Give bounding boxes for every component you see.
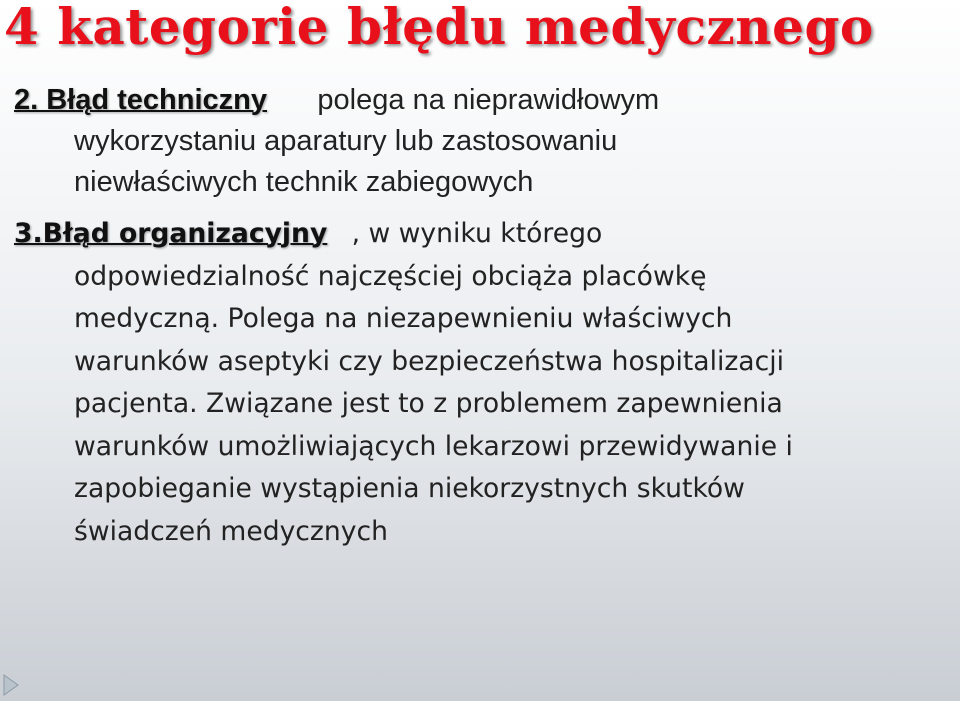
item-line: odpowiedzialność najczęściej obciąża placówkę	[74, 260, 707, 292]
item-line-text: polega na nieprawidłowym	[317, 84, 660, 116]
item-line: niewłaściwych technik zabiegowych	[74, 166, 534, 198]
item-line: wykorzystaniu aparatury lub zastosowaniu	[74, 125, 618, 157]
item-line: zapobieganie wystąpienia niekorzystnych skutków	[74, 473, 745, 504]
item-technical-error	[0, 80, 960, 203]
slide-title: 4 kategorie błędu medycznego	[4, 0, 874, 56]
item-line: świadczeń medycznych	[74, 515, 388, 547]
item-line: pacjenta. Związane jest to z problemem zapewnienia	[74, 388, 783, 419]
item-lead-technical: 2. Błąd techniczny	[14, 84, 268, 116]
item-line: medyczną. Polega na niezapewnieniu właściwych	[74, 303, 733, 334]
item-lead-organizational: 3.Błąd organizacyjny	[14, 218, 328, 249]
slide-content	[0, 80, 960, 553]
item-line: warunków aseptyki czy bezpieczeństwa hospitalizacji	[74, 345, 785, 377]
item-line: warunków umożliwiających lekarzowi przewidywanie i	[74, 430, 793, 462]
play-arrow-icon	[2, 673, 20, 697]
item-line-text: , w wyniku którego	[351, 218, 603, 249]
item-organizational-error	[0, 213, 960, 553]
